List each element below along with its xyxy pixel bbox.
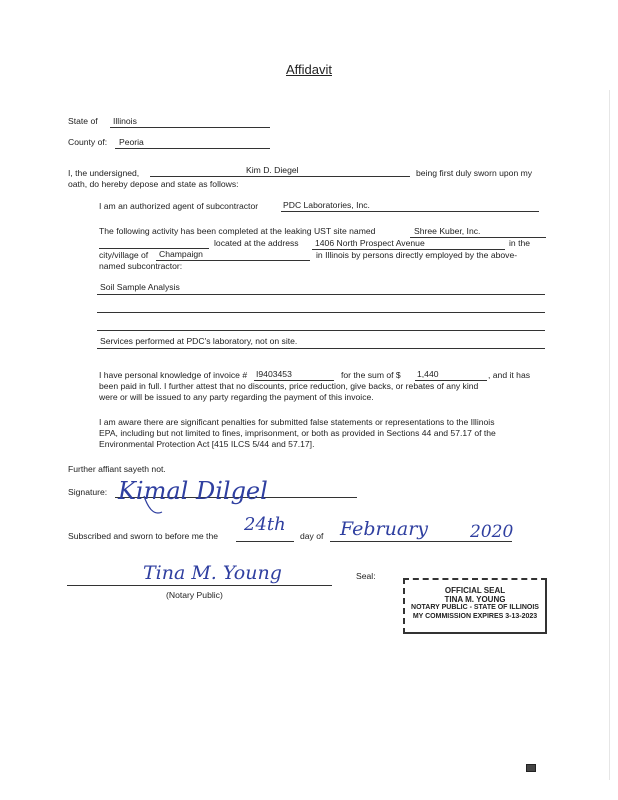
stamp-line4: MY COMMISSION EXPIRES 3-13-2023 [412, 612, 538, 620]
activity-line-1: Soil Sample Analysis [100, 282, 180, 292]
undersigned-line [150, 176, 410, 177]
subscribed-pre: Subscribed and sworn to before me the [68, 531, 219, 541]
agent-pre: I am an authorized agent of subcontractor [99, 201, 259, 211]
city-value: Champaign [159, 249, 203, 259]
invoice-post: , and it has [488, 370, 531, 380]
stamp-line3: NOTARY PUBLIC - STATE OF ILLINOIS [411, 604, 539, 612]
notary-signature: Tina M. Young [143, 562, 282, 584]
svg-text:Kimal Dilgel: Kimal Dilgel [118, 477, 268, 505]
activity-rule-2 [97, 312, 545, 313]
activity-pre: The following activity has been completed at the leaking UST site named [99, 226, 376, 236]
subscribed-month: February [340, 518, 429, 540]
day-line [236, 541, 294, 542]
undersigned-name: Kim D. Diegel [246, 165, 299, 175]
county-value: Peoria [119, 137, 144, 147]
site-name: Shree Kuber, Inc. [414, 226, 481, 236]
agent-line [281, 211, 539, 212]
invoice-line2: been paid in full. I further attest that no discounts, price reduction, give backs, or rebates of any kind [99, 381, 479, 391]
further-affiant: Further affiant sayeth not. [68, 464, 166, 474]
page-mark-icon [526, 764, 536, 772]
stamp-line2: TINA M. YOUNG [444, 594, 506, 604]
address-label: located at the address [214, 238, 299, 248]
activity-rule-1 [97, 294, 545, 295]
penalties-line2: EPA, including but not limited to fines, imprisonment, or both as provided in Sections 44 and 57.17 of the [99, 428, 496, 438]
document-title: Affidavit [285, 62, 332, 77]
undersigned-post: being first duly sworn upon my [416, 168, 533, 178]
county-line [115, 148, 270, 149]
notary-label: (Notary Public) [166, 590, 223, 600]
state-line [110, 127, 270, 128]
agent-value: PDC Laboratories, Inc. [283, 200, 370, 210]
city-label: city/village of [99, 250, 149, 260]
subscribed-year: 2020 [470, 522, 514, 542]
state-value: Illinois [113, 116, 137, 126]
stamp-line1: OFFICIAL SEAL [444, 586, 506, 595]
official-seal-stamp [403, 578, 547, 634]
activity-post: in Illinois by persons directly employed by the above- [316, 250, 518, 260]
invoice-pre: I have personal knowledge of invoice # [99, 370, 248, 380]
undersigned-pre: I, the undersigned, [68, 168, 140, 178]
penalties-line1: I am aware there are significant penalties for submitted false statements or representations to the Illinois [99, 417, 495, 427]
in-the: in the [509, 238, 531, 248]
invoice-amount: 1,440 [417, 369, 439, 379]
notary-line [67, 585, 332, 586]
seal-label: Seal: [356, 571, 376, 581]
invoice-line3: were or will be issued to any party regarding the payment of this invoice. [99, 392, 374, 402]
address-value: 1406 North Prospect Avenue [315, 238, 425, 248]
state-label: State of [68, 116, 98, 126]
sum-label: for the sum of $ [341, 370, 401, 380]
penalties-line3: Environmental Protection Act [415 ILCS 5/44 and 57.17]. [99, 439, 315, 449]
page-edge [609, 90, 610, 780]
activity-line3: named subcontractor: [99, 261, 183, 271]
activity-line-4: Services performed at PDC's laboratory, not on site. [100, 336, 298, 346]
invoice-number: I9403453 [256, 369, 292, 379]
county-label: County of: [68, 137, 108, 147]
signature-label: Signature: [68, 487, 108, 497]
activity-rule-3 [97, 330, 545, 331]
activity-rule-4 [97, 348, 545, 349]
subscribed-mid: day of [300, 531, 324, 541]
subscribed-day: 24th [244, 514, 286, 535]
affiant-signature [114, 472, 304, 518]
undersigned-line2: oath, do hereby depose and state as follows: [68, 179, 239, 189]
